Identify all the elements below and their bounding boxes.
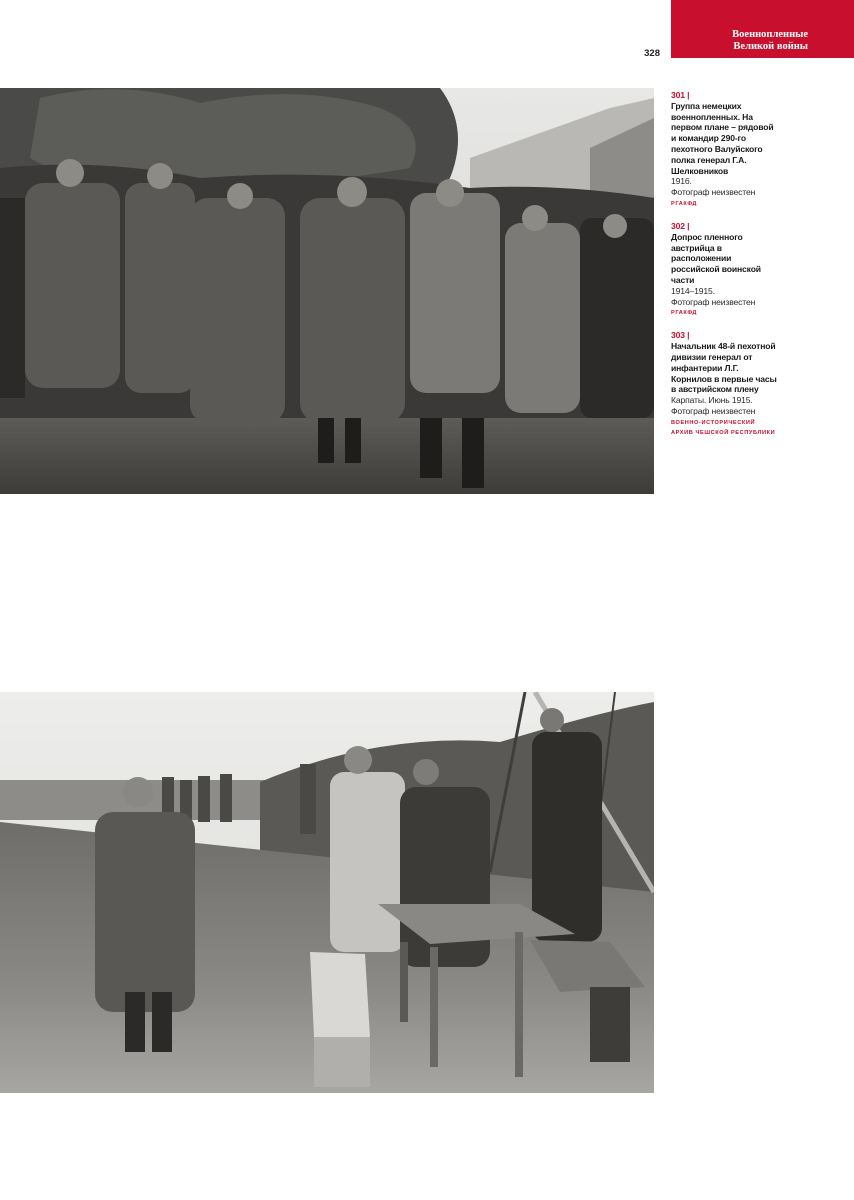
caption-photographer: Фотограф неизвестен: [671, 405, 756, 416]
photo-interrogation-image: [0, 692, 654, 1093]
photo-interrogation: [0, 692, 654, 1093]
caption-number: 302 |: [671, 220, 690, 231]
caption-photographer: Фотограф неизвестен: [671, 187, 756, 198]
chapter-header-tab: [671, 0, 854, 58]
caption-303: [671, 330, 779, 437]
caption-year: 1914–1915.: [671, 285, 715, 296]
caption-number: 303 |: [671, 330, 690, 341]
caption-year: Карпаты. Июнь 1915.: [671, 395, 753, 406]
caption-302: [671, 221, 779, 318]
caption-title: Начальник 48-й пехотной дивизии генерал от инфантерии Л.Г. Корнилов в первые часы в австрийском плену: [671, 341, 777, 395]
caption-title: Группа немецких военнопленных. На первом плане – рядовой и командир 290-го пехотного Валуйского полка генерал Г.А. Шелковников: [671, 100, 774, 176]
captions-column: [671, 90, 779, 450]
caption-source: РГАКФД: [671, 200, 698, 207]
chapter-title-line-1: Военнопленные: [732, 29, 808, 40]
caption-301: [671, 90, 779, 209]
caption-number: 301 |: [671, 90, 690, 100]
caption-source: РГАКФД: [671, 310, 698, 317]
page-number: 328: [644, 48, 660, 59]
caption-source: ВОЕННО-ИСТОРИЧЕСКИЙ АРХИВ ЧЕШСКОЙ РЕСПУБЛИКИ: [671, 419, 776, 436]
chapter-title-line-2: Великой войны: [733, 41, 808, 52]
photo-prisoners-group: [0, 88, 654, 494]
caption-title: Допрос пленного австрийца в расположении российской воинской части: [671, 231, 761, 285]
caption-year: 1916.: [671, 176, 692, 187]
caption-photographer: Фотограф неизвестен: [671, 296, 756, 307]
photo-prisoners-group-image: [0, 88, 654, 494]
